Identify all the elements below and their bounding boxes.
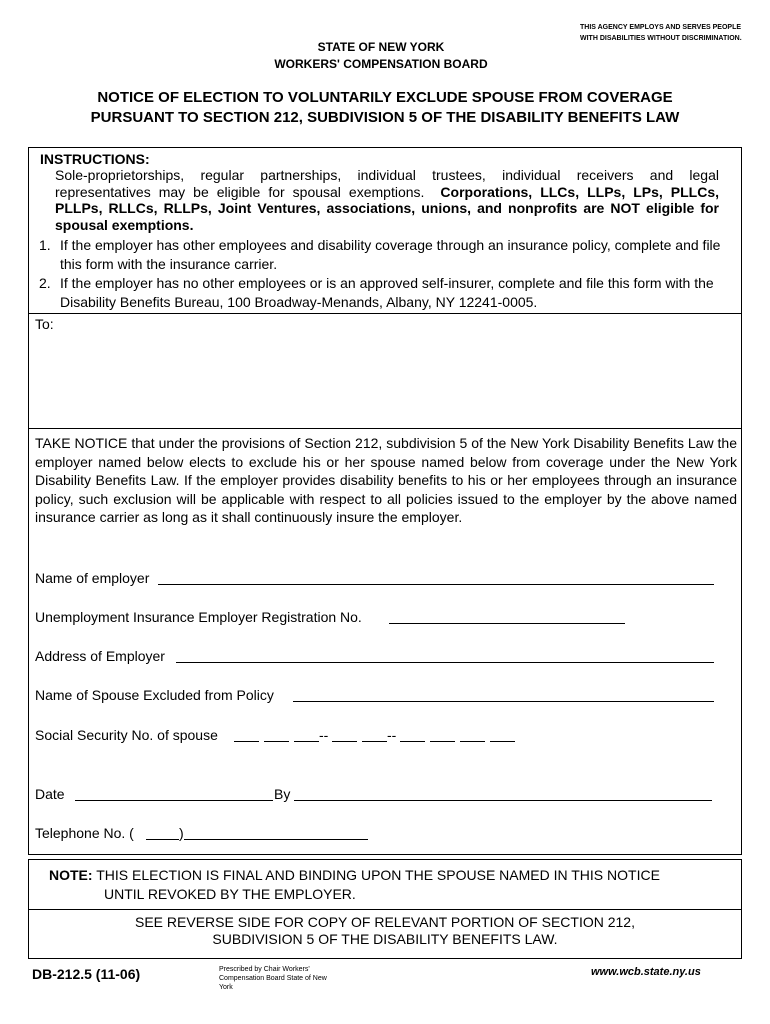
header-board: WORKERS' COMPENSATION BOARD bbox=[274, 57, 488, 71]
employer-name-line[interactable] bbox=[158, 584, 714, 585]
spouse-ssn-label: Social Security No. of spouse bbox=[35, 727, 218, 743]
instructions-intro-bold: Corporations, LLCs, LLPs, LPs, PLLCs, PLLPs, RLLCs, RLLPs, Joint Ventures, associations, unions, and nonprofits are NOT eligible for spousal exemptions. bbox=[55, 183, 720, 233]
by-label: By bbox=[274, 786, 291, 802]
ssn-digit-2[interactable] bbox=[264, 741, 289, 742]
ssn-separator: -- bbox=[387, 727, 397, 743]
date-line[interactable] bbox=[75, 800, 273, 801]
telephone-label: Telephone No. ( bbox=[35, 825, 134, 841]
instructions-intro bbox=[55, 167, 719, 233]
telephone-close-paren: ) bbox=[179, 825, 184, 841]
ui-registration-line[interactable] bbox=[389, 623, 625, 624]
ssn-digit-9[interactable] bbox=[490, 741, 515, 742]
note-text-1: THIS ELECTION IS FINAL AND BINDING UPON THE SPOUSE NAMED IN THIS NOTICE bbox=[96, 867, 660, 883]
header-state: STATE OF NEW YORK bbox=[317, 40, 445, 54]
instruction-item-text: If the employer has other employees and disability coverage through an insurance policy, complete and file this form with the insurance carrier. bbox=[60, 237, 721, 272]
website-link[interactable]: www.wcb.state.ny.us bbox=[591, 966, 701, 978]
instruction-item-2 bbox=[39, 274, 734, 312]
prescribed-by: Prescribed by Chair Workers' Compensation Board State of New York bbox=[219, 966, 327, 991]
telephone-area-code-line[interactable] bbox=[146, 839, 179, 840]
instructions-heading: INSTRUCTIONS: bbox=[40, 151, 150, 167]
ssn-digit-5[interactable] bbox=[362, 741, 387, 742]
see-reverse-line-1: SEE REVERSE SIDE FOR COPY OF RELEVANT PORTION OF SECTION 212, bbox=[135, 914, 635, 930]
instructions-intro-text: Sole-proprietorships, regular partnerships, individual trustees, individual receivers and legal representatives may be eligible for spousal exemptions. bbox=[55, 167, 719, 200]
note-box bbox=[28, 859, 742, 959]
telephone-number-line[interactable] bbox=[184, 839, 368, 840]
date-label: Date bbox=[35, 786, 65, 802]
ssn-digit-4[interactable] bbox=[332, 741, 357, 742]
employer-name-field[interactable] bbox=[35, 568, 737, 588]
form-title-line-1: NOTICE OF ELECTION TO VOLUNTARILY EXCLUDE SPOUSE FROM COVERAGE bbox=[97, 89, 673, 106]
instruction-item-text: If the employer has no other employees or is an approved self-insurer, complete and file this form with the Disability Benefits Bureau, 100 Broadway-Menands, Albany, NY 12241-0005. bbox=[60, 275, 714, 310]
spouse-ssn-field[interactable] bbox=[35, 725, 737, 745]
form-title-line-2: PURSUANT TO SECTION 212, SUBDIVISION 5 OF THE DISABILITY BENEFITS LAW bbox=[90, 109, 680, 126]
ssn-digit-8[interactable] bbox=[460, 741, 485, 742]
ssn-separator: -- bbox=[319, 727, 329, 743]
employer-address-line[interactable] bbox=[176, 662, 714, 663]
employer-name-label: Name of employer bbox=[35, 570, 150, 586]
main-form-frame bbox=[28, 147, 742, 855]
instruction-item-number: 2. bbox=[39, 275, 51, 291]
see-reverse-line-2: SUBDIVISION 5 OF THE DISABILITY BENEFITS LAW. bbox=[212, 931, 558, 947]
employer-address-label: Address of Employer bbox=[35, 648, 165, 664]
divider-to-box bbox=[29, 428, 741, 429]
ui-registration-label: Unemployment Insurance Employer Registration No. bbox=[35, 609, 362, 625]
instruction-item-number: 1. bbox=[39, 237, 51, 253]
agency-disability-notice: THIS AGENCY EMPLOYS AND SERVES PEOPLE WITH DISABILITIES WITHOUT DISCRIMINATION. bbox=[580, 24, 742, 42]
ssn-digit-6[interactable] bbox=[400, 741, 425, 742]
note-label: NOTE: bbox=[49, 867, 93, 883]
employer-address-field[interactable] bbox=[35, 646, 737, 666]
form-id: DB-212.5 (11-06) bbox=[32, 966, 141, 982]
to-label: To: bbox=[35, 316, 54, 332]
spouse-name-line[interactable] bbox=[293, 701, 714, 702]
date-by-field bbox=[35, 784, 737, 804]
note-line-2: UNTIL REVOKED BY THE EMPLOYER. bbox=[104, 886, 356, 902]
ssn-digit-7[interactable] bbox=[430, 741, 455, 742]
telephone-field[interactable] bbox=[35, 823, 737, 843]
ui-registration-field[interactable] bbox=[35, 607, 737, 627]
ssn-digit-1[interactable] bbox=[234, 741, 259, 742]
spouse-name-label: Name of Spouse Excluded from Policy bbox=[35, 687, 274, 703]
note-line-1 bbox=[49, 866, 660, 885]
spouse-name-field[interactable] bbox=[35, 685, 737, 705]
instruction-item-1 bbox=[39, 236, 734, 274]
take-notice-paragraph: TAKE NOTICE that under the provisions of Section 212, subdivision 5 of the New York Disability Benefits Law the employer named below elects to exclude his or her spouse named below from coverage under the New York Disability Benefits Law. If the employer provides disability benefits to his or her employees through an insurance policy, such exclusion will be applicable with respect to all policies issued to the employer by the above named insurance carrier as long as it shall continuously insure the employer. bbox=[35, 435, 737, 526]
divider-note bbox=[29, 909, 741, 910]
divider-instructions bbox=[29, 313, 741, 314]
by-signature-line[interactable] bbox=[294, 800, 712, 801]
ssn-digit-3[interactable] bbox=[294, 741, 319, 742]
